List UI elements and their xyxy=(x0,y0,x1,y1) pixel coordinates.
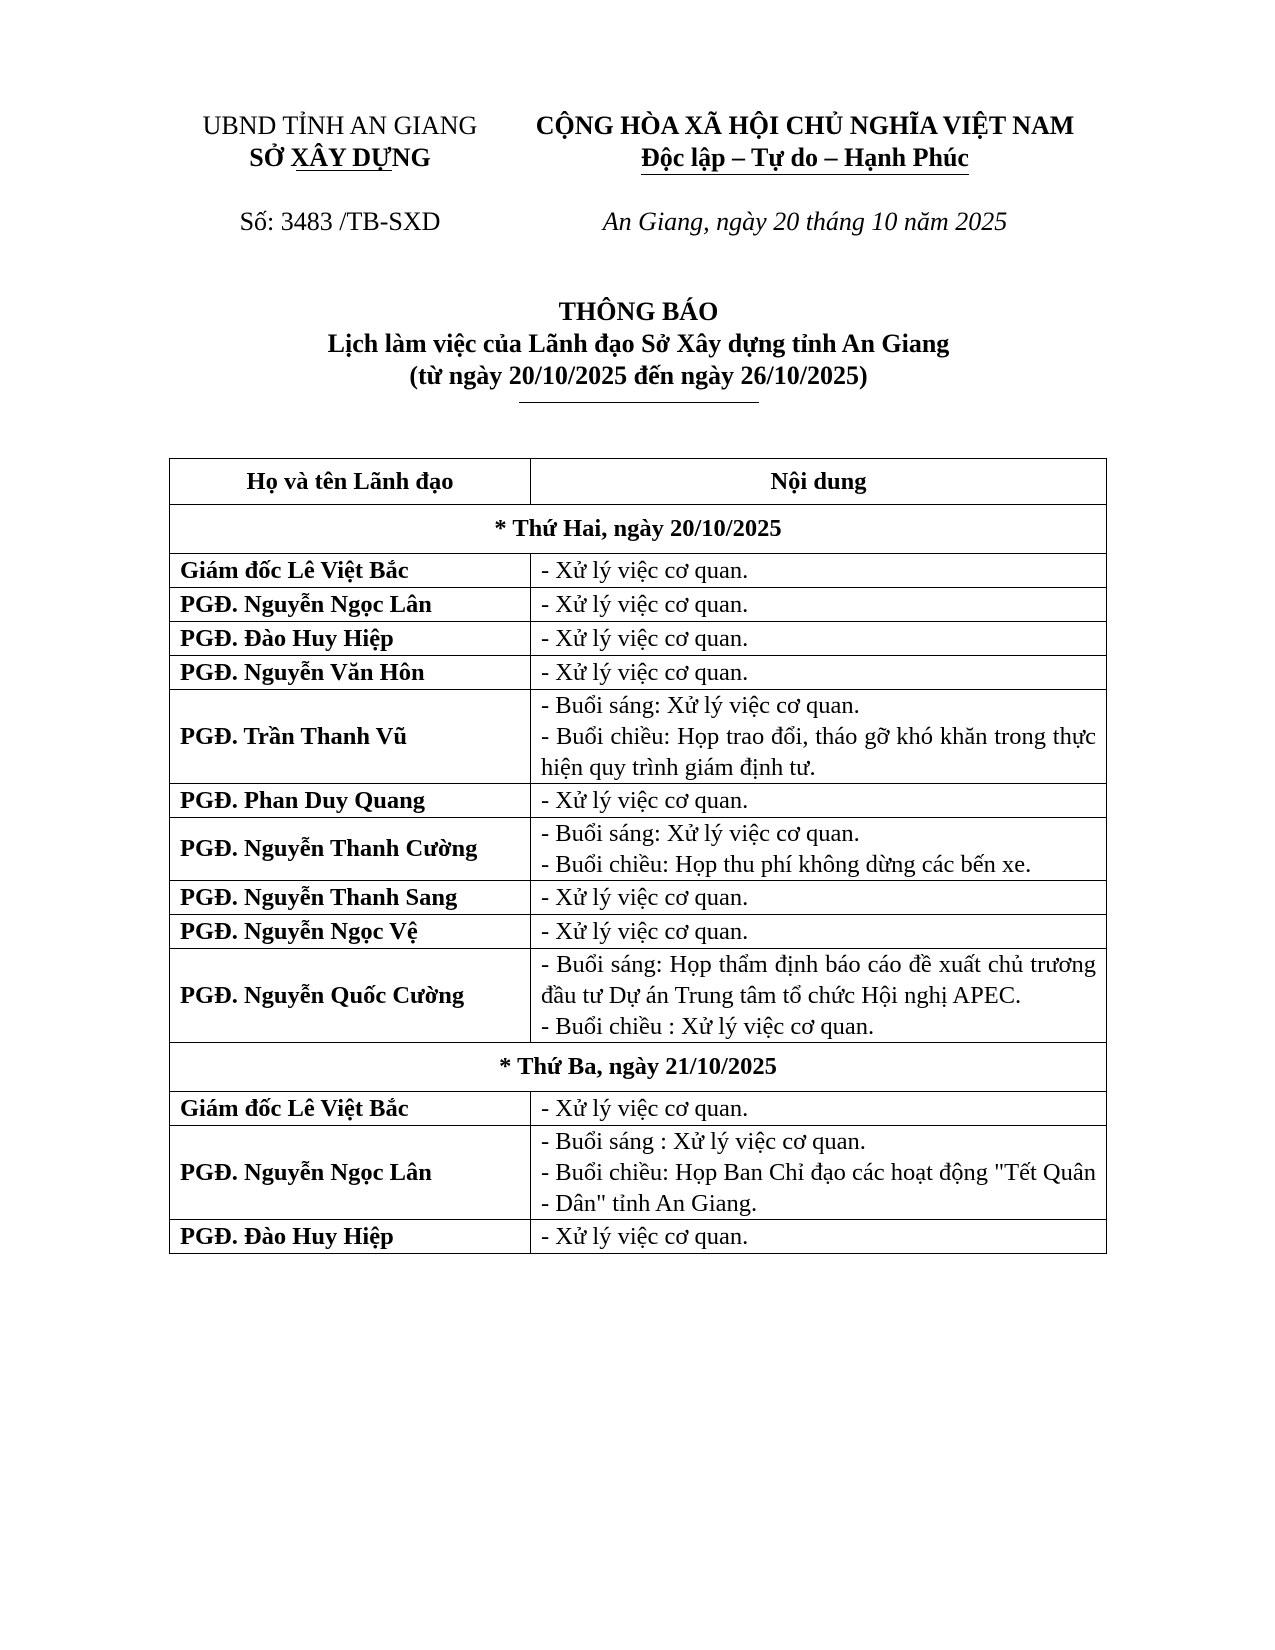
leader-name: PGĐ. Đào Huy Hiệp xyxy=(170,1220,531,1254)
schedule-content xyxy=(531,949,1107,1043)
schedule-content xyxy=(531,1126,1107,1220)
leader-name: PGĐ. Nguyễn Ngọc Lân xyxy=(170,1126,531,1220)
table-header-row xyxy=(170,459,1107,505)
schedule-content xyxy=(531,1092,1107,1126)
department-name: SỞ XÂY DỰNG xyxy=(249,143,431,172)
leader-name: PGĐ. Phan Duy Quang xyxy=(170,784,531,818)
schedule-content xyxy=(531,881,1107,915)
table-row xyxy=(170,622,1107,656)
content-line: - Xử lý việc cơ quan. xyxy=(541,1095,749,1122)
place-date: An Giang, ngày 20 tháng 10 năm 2025 xyxy=(602,207,1008,236)
leader-name: PGĐ. Đào Huy Hiệp xyxy=(170,622,531,656)
table-row xyxy=(170,915,1107,949)
national-header xyxy=(535,110,1075,175)
content-line: - Buổi chiều: Họp Ban Chỉ đạo các hoạt động "Tết Quân - Dân" tỉnh An Giang. xyxy=(541,1159,1096,1217)
document-number: Số: 3483 /TB-SXD xyxy=(239,207,441,236)
content-line: - Xử lý việc cơ quan. xyxy=(541,1223,749,1250)
title-divider xyxy=(519,402,759,403)
table-row xyxy=(170,784,1107,818)
leader-name: PGĐ. Nguyễn Ngọc Lân xyxy=(170,588,531,622)
content-line: - Buổi chiều : Xử lý việc cơ quan. xyxy=(541,1013,875,1040)
content-line: - Buổi chiều: Họp trao đổi, tháo gỡ khó khăn trong thực hiện quy trình giám định tư. xyxy=(541,723,1096,781)
table-row xyxy=(170,818,1107,881)
table-row xyxy=(170,690,1107,784)
document-period: (từ ngày 20/10/2025 đến ngày 26/10/2025) xyxy=(409,361,868,390)
leader-name: PGĐ. Nguyễn Văn Hôn xyxy=(170,656,531,690)
department-underline xyxy=(296,170,392,171)
day-row xyxy=(170,505,1107,554)
schedule-content xyxy=(531,915,1107,949)
schedule-content xyxy=(531,1220,1107,1254)
content-line: - Xử lý việc cơ quan. xyxy=(541,918,749,945)
table-row xyxy=(170,881,1107,915)
document-title: THÔNG BÁO xyxy=(558,297,719,326)
nation-name: CỘNG HÒA XÃ HỘI CHỦ NGHĨA VIỆT NAM xyxy=(535,111,1075,140)
leader-name: PGĐ. Trần Thanh Vũ xyxy=(170,690,531,784)
leader-name: PGĐ. Nguyễn Thanh Sang xyxy=(170,881,531,915)
schedule-content xyxy=(531,622,1107,656)
schedule-content xyxy=(531,554,1107,588)
issuer-block xyxy=(190,110,490,175)
content-line: - Xử lý việc cơ quan. xyxy=(541,787,749,814)
table-row xyxy=(170,1220,1107,1254)
day-row xyxy=(170,1043,1107,1092)
column-header-name: Họ và tên Lãnh đạo xyxy=(170,459,531,505)
schedule-table xyxy=(169,458,1107,1254)
table-row xyxy=(170,1092,1107,1126)
content-line: - Buổi sáng: Xử lý việc cơ quan. xyxy=(541,820,860,847)
leader-name: Giám đốc Lê Việt Bắc xyxy=(170,1092,531,1126)
document-title-block xyxy=(170,296,1107,403)
table-row xyxy=(170,656,1107,690)
content-line: - Buổi sáng : Xử lý việc cơ quan. xyxy=(541,1128,866,1155)
leader-name: PGĐ. Nguyễn Thanh Cường xyxy=(170,818,531,881)
schedule-content xyxy=(531,690,1107,784)
schedule-content xyxy=(531,818,1107,881)
content-line: - Xử lý việc cơ quan. xyxy=(541,884,749,911)
day-label: * Thứ Hai, ngày 20/10/2025 xyxy=(170,505,1107,554)
national-motto: Độc lập – Tự do – Hạnh Phúc xyxy=(641,142,969,175)
day-label: * Thứ Ba, ngày 21/10/2025 xyxy=(170,1043,1107,1092)
column-header-content: Nội dung xyxy=(531,459,1107,505)
content-line: - Xử lý việc cơ quan. xyxy=(541,557,749,584)
content-line: - Xử lý việc cơ quan. xyxy=(541,625,749,652)
content-line: - Buổi chiều: Họp thu phí không dừng các bến xe. xyxy=(541,851,1032,878)
document-subtitle: Lịch làm việc của Lãnh đạo Sở Xây dựng tỉnh An Giang xyxy=(327,329,950,358)
content-line: - Buổi sáng: Họp thẩm định báo cáo đề xuất chủ trương đầu tư Dự án Trung tâm tổ chức Hội nghị APEC. xyxy=(541,951,1096,1009)
schedule-content xyxy=(531,784,1107,818)
agency-name: UBND TỈNH AN GIANG xyxy=(202,111,478,140)
content-line: - Xử lý việc cơ quan. xyxy=(541,591,749,618)
table-row xyxy=(170,1126,1107,1220)
table-row xyxy=(170,588,1107,622)
table-row xyxy=(170,554,1107,588)
content-line: - Buổi sáng: Xử lý việc cơ quan. xyxy=(541,692,860,719)
leader-name: PGĐ. Nguyễn Ngọc Vệ xyxy=(170,915,531,949)
schedule-content xyxy=(531,656,1107,690)
content-line: - Xử lý việc cơ quan. xyxy=(541,659,749,686)
leader-name: PGĐ. Nguyễn Quốc Cường xyxy=(170,949,531,1043)
schedule-content xyxy=(531,588,1107,622)
table-row xyxy=(170,949,1107,1043)
leader-name: Giám đốc Lê Việt Bắc xyxy=(170,554,531,588)
